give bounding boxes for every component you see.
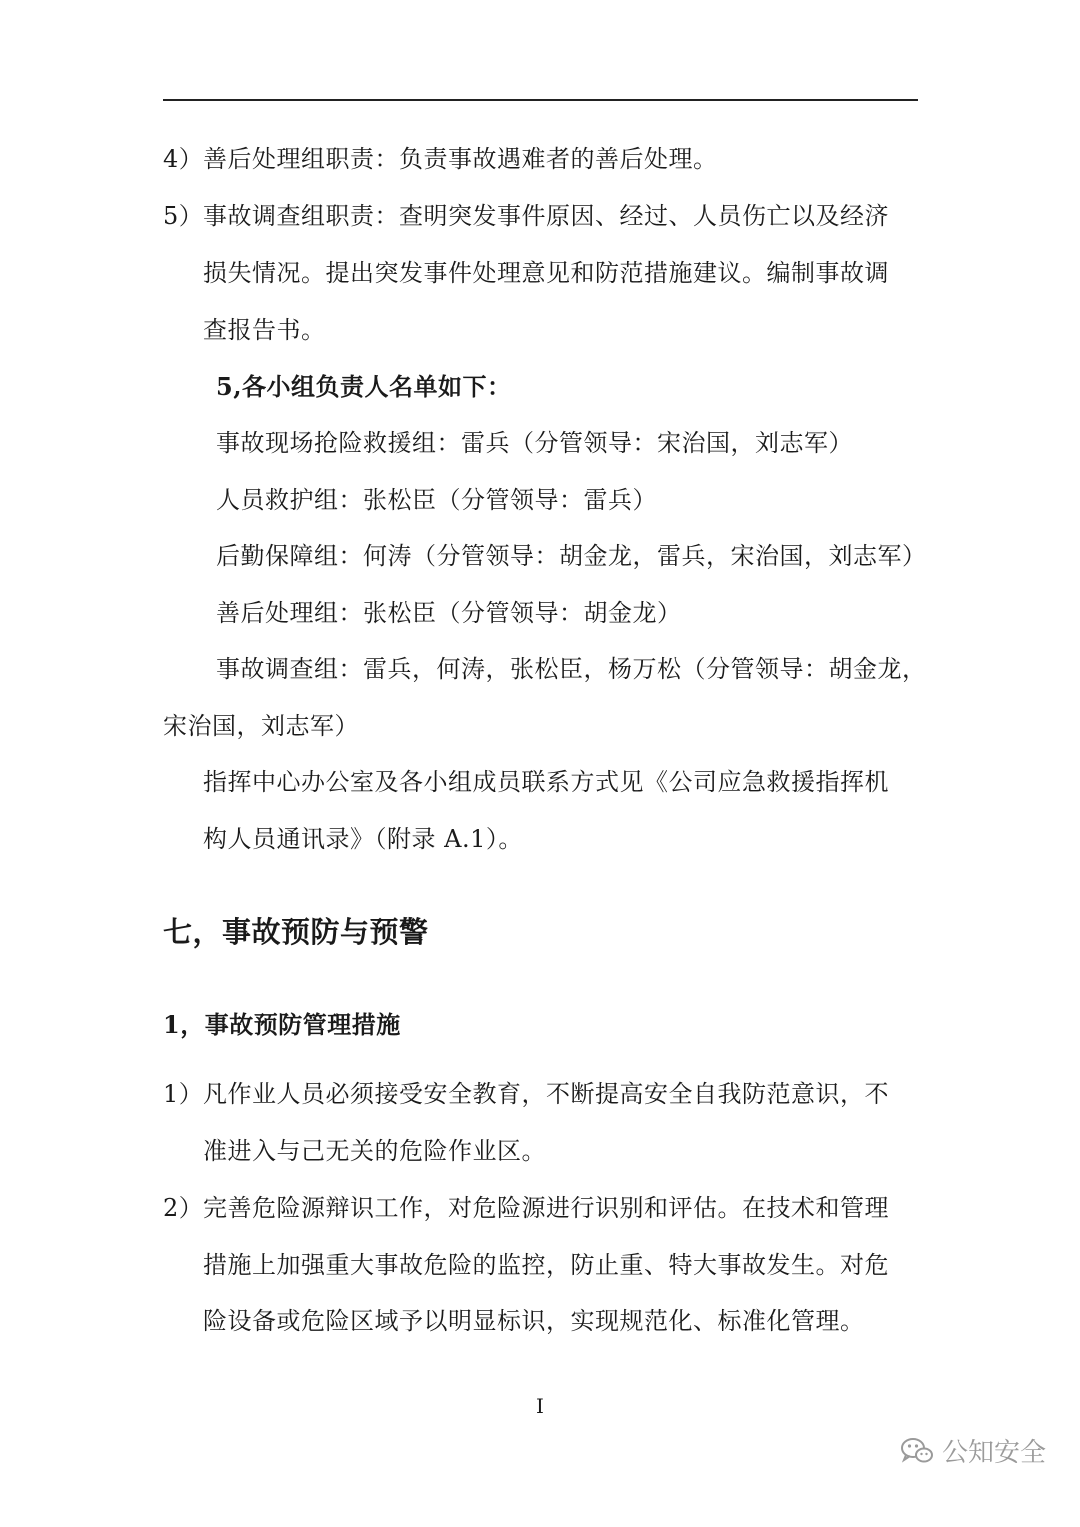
- measure-item-2-cont-2: 险设备或危险区域予以明显标识，实现规范化、标准化管理。: [203, 1307, 865, 1335]
- list-number: 5）: [163, 202, 204, 230]
- measure-item-2: [163, 1193, 889, 1223]
- list-text: 事故调查组职责：查明突发事件原因、经过、人员伤亡以及经济: [203, 202, 889, 230]
- wechat-icon: [900, 1436, 934, 1466]
- measure-item-1: [163, 1079, 889, 1109]
- leader-line-investigation-cont: 宋治国，刘志军）: [163, 712, 359, 740]
- list-text: 善后处理组职责：负责事故遇难者的善后处理。: [203, 145, 718, 173]
- list-item-4: [163, 144, 718, 174]
- list-number: 4）: [163, 145, 204, 173]
- list-text: 完善危险源辩识工作，对危险源进行识别和评估。在技术和管理: [203, 1194, 889, 1222]
- watermark-text: 公知安全: [942, 1438, 1047, 1468]
- contact-paragraph-cont: 构人员通讯录》（附录 A.1）。: [203, 825, 523, 853]
- page-number: I: [536, 1394, 544, 1418]
- list-number: 1）: [163, 1080, 204, 1108]
- measure-item-1-cont: 准进入与己无关的危险作业区。: [203, 1137, 546, 1165]
- leader-line-investigation: 事故调查组：雷兵，何涛，张松臣，杨万松（分管领导：胡金龙，: [216, 655, 927, 683]
- leader-line-aftermath: 善后处理组：张松臣（分管领导：胡金龙）: [216, 599, 682, 627]
- section-title: 七，事故预防与预警: [163, 915, 429, 949]
- subsection-title: 1，事故预防管理措施: [163, 1010, 401, 1039]
- contact-paragraph: 指挥中心办公室及各小组成员联系方式见《公司应急救援指挥机: [203, 768, 889, 796]
- measure-item-2-cont-1: 措施上加强重大事故危险的监控，防止重、特大事故发生。对危: [203, 1251, 889, 1279]
- group-leaders-heading: 5,各小组负责人名单如下：: [216, 372, 512, 401]
- list-item-5-cont-2: 查报告书。: [203, 316, 326, 344]
- leader-line-medical: 人员救护组：张松臣（分管领导：雷兵）: [216, 486, 657, 514]
- list-item-5-cont-1: 损失情况。提出突发事件处理意见和防范措施建议。编制事故调: [203, 259, 889, 287]
- header-rule: [163, 99, 918, 101]
- list-number: 2）: [163, 1194, 204, 1222]
- leader-line-logistics: 后勤保障组：何涛（分管领导：胡金龙，雷兵，宋治国，刘志军）: [216, 542, 927, 570]
- list-item-5: [163, 201, 889, 231]
- leader-line-rescue: 事故现场抢险救援组：雷兵（分管领导：宋治国，刘志军）: [216, 429, 853, 457]
- list-text: 凡作业人员必须接受安全教育，不断提高安全自我防范意识，不: [203, 1080, 889, 1108]
- watermark: [900, 1432, 1046, 1469]
